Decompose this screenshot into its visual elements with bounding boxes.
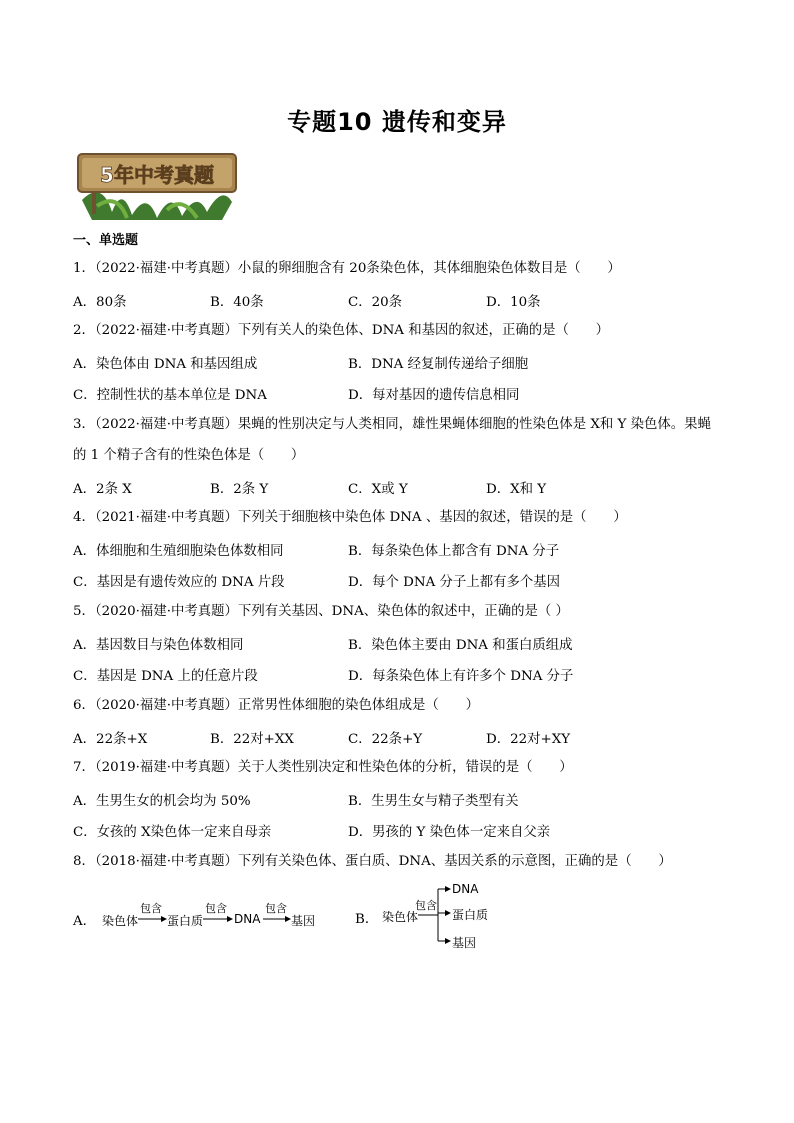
option-3c[interactable]: C．X或 Y (348, 482, 408, 497)
question-8: 8．（2018·福建·中考真题）下列有关染色体、蛋白质、DNA、基因关系的示意图，正确的是（ ） (73, 854, 672, 869)
question-1: 1．（2022·福建·中考真题）小鼠的卵细胞含有 20条染色体，其体细胞染色体数目是（ ） (73, 261, 621, 276)
option-1b[interactable]: B．40条 (210, 295, 264, 310)
diagram-b-child-dna: DNA (452, 882, 479, 896)
option-1a[interactable]: A．80条 (73, 295, 127, 310)
option-8a[interactable]: A． (73, 914, 97, 929)
option-5c[interactable]: C．基因是 DNA 上的任意片段 (73, 669, 258, 684)
option-1c[interactable]: C．20条 (348, 295, 403, 310)
question-2: 2．（2022·福建·中考真题）下列有关人的染色体、DNA 和基因的叙述，正确的是（ ） (73, 323, 610, 338)
option-2b[interactable]: B．DNA 经复制传递给子细胞 (348, 357, 529, 372)
option-4d[interactable]: D．每个 DNA 分子上都有多个基因 (348, 575, 561, 590)
option-2c[interactable]: C．控制性状的基本单位是 DNA (73, 388, 267, 403)
page-title: 专题10 遗传和变异 (287, 108, 507, 136)
option-6c[interactable]: C．22条+Y (348, 732, 423, 747)
option-8b[interactable]: B． (355, 912, 379, 927)
option-3d[interactable]: D．X和 Y (486, 482, 547, 497)
option-4a[interactable]: A．体细胞和生殖细胞染色体数相同 (73, 544, 284, 559)
option-4b[interactable]: B．每条染色体上都含有 DNA 分子 (348, 544, 560, 559)
option-6b[interactable]: B．22对+XX (210, 732, 294, 747)
question-6: 6．（2020·福建·中考真题）正常男性体细胞的染色体组成是（ ） (73, 698, 479, 713)
option-1d[interactable]: D．10条 (486, 295, 541, 310)
option-3b[interactable]: B．2条 Y (210, 482, 269, 497)
option-2d[interactable]: D．每对基因的遗传信息相同 (348, 388, 520, 403)
option-4c[interactable]: C．基因是有遗传效应的 DNA 片段 (73, 575, 285, 590)
diagram-a-node-chromosome: 染色体 (102, 914, 139, 928)
diagram-a-label-2: 包含 (205, 902, 227, 915)
option-2a[interactable]: A．染色体由 DNA 和基因组成 (73, 357, 258, 372)
diagram-b-child-gene: 基因 (452, 936, 477, 950)
diagram-a-label-1: 包含 (140, 902, 162, 915)
option-3a[interactable]: A．2条 X (73, 482, 132, 497)
option-5b[interactable]: B．染色体主要由 DNA 和蛋白质组成 (348, 638, 573, 653)
diagram-b-child-protein: 蛋白质 (452, 908, 489, 922)
question-3: 3．（2022·福建·中考真题）果蝇的性别决定与人类相同，雄性果蝇体细胞的性染色体是 X和 Y 染色体。果蝇的 1 个精子含有的性染色体是（ ） (73, 417, 711, 463)
option-7a[interactable]: A．生男生女的机会均为 50% (73, 794, 251, 809)
diagram-a-node-gene: 基因 (291, 914, 316, 928)
option-6a[interactable]: A．22条+X (73, 732, 148, 747)
option-7d[interactable]: D．男孩的 Y 染色体一定来自父亲 (348, 825, 551, 840)
option-7c[interactable]: C．女孩的 X染色体一定来自母亲 (73, 825, 272, 840)
badge-text: 5年中考真题 (100, 163, 214, 187)
diagram-b-root: 染色体 (382, 910, 419, 924)
question-7: 7．（2019·福建·中考真题）关于人类性别决定和性染色体的分析，错误的是（ ） (73, 760, 573, 775)
diagram-a-node-dna: DNA (234, 912, 261, 926)
diagram-b-label: 包含 (415, 899, 437, 912)
option-6d[interactable]: D．22对+XY (486, 732, 571, 747)
question-4: 4．（2021·福建·中考真题）下列关于细胞核中染色体 DNA 、基因的叙述，错误的是（ ） (73, 510, 627, 525)
option-5a[interactable]: A．基因数目与染色体数相同 (73, 638, 244, 653)
question-5: 5．（2020·福建·中考真题）下列有关基因、DNA、染色体的叙述中，正确的是（ ） (73, 604, 569, 619)
diagram-a-node-protein: 蛋白质 (167, 914, 204, 928)
diagram-a-label-3: 包含 (265, 902, 287, 915)
section-heading: 一、单选题 (73, 233, 139, 248)
option-7b[interactable]: B．生男生女与精子类型有关 (348, 794, 519, 809)
option-5d[interactable]: D．每条染色体上有许多个 DNA 分子 (348, 669, 574, 684)
